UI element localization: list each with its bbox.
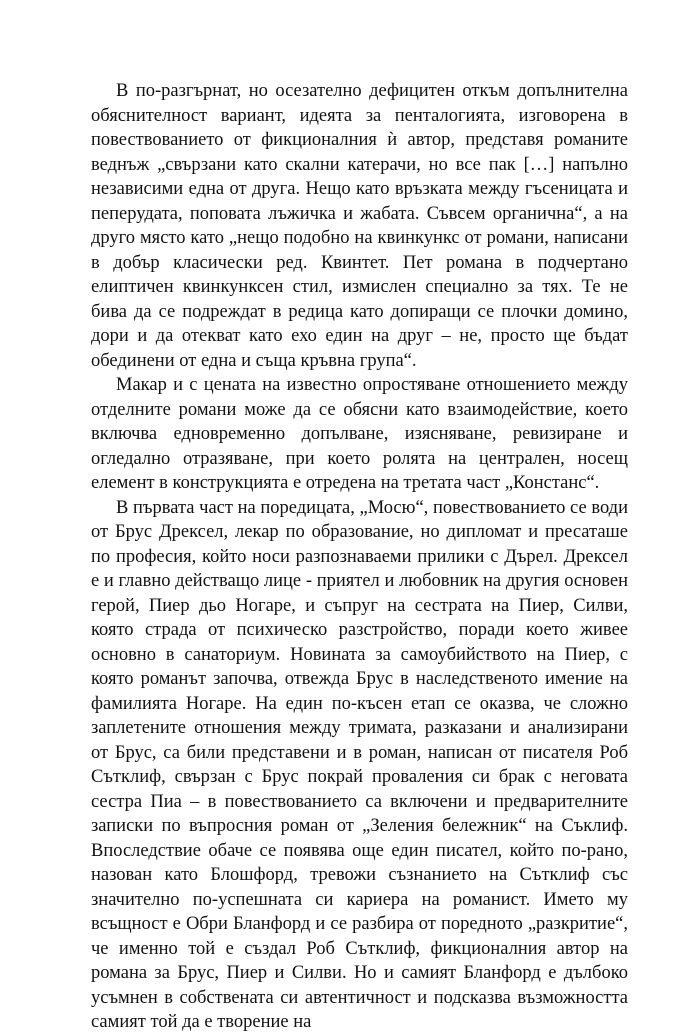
paragraph-3: В първата част на поредицата, „Мосю“, повествованието се води от Брус Дрексел, лекар по образование, но дипломат и пресаташе по професия, който носи разпознаваеми прилики с Дърел. Дрексел е и главно действащо лице - приятел и любовник на другия основен герой, Пиер дьо Ногаре, и съпруг на сестрата на Пиер, Силви, която страда от психическо разстройство, поради което живее основно в санаториум. Новината за самоубийството на Пиер, с която романът започва, отвежда Брус в наследственото имение на фамилията Ногаре. На един по-късен етап се оказва, че сложно заплетените отношения между тримата, разказани и анализирани от Брус, са били представени и в роман, написан от писателя Роб Сътклиф, свързан с Брус покрай проваления си брак с неговата сестра Пиа – в повествованието са включени и предварителните записки по въпросния роман от „Зеления бележник“ на Съклиф. Впоследствие обаче се появява още един писател, който по-рано, назован като Блошфорд, тревожи съзнанието на Сътклиф със значително по-успешната си кариера на романист. Името му всъщност е Обри Бланфорд и се разбира от поредното „разкритие“, че именно той е създал Роб Сътклиф, фикционалния автор на романа за Брус, Пиер и Силви. Но и самият Бланфорд е дълбоко усъмнен в собствената си автентичност и подсказва възможността самият той да е творение на (91, 497, 628, 1032)
paragraph-1: В по-разгърнат, но осезателно дефицитен откъм допълнителна обяснителност вариант, идеята за пенталогията, изговорена в повествованието от фикционалния ѝ автор, представя романите веднъж „свързани като скални катерачи, но все пак […] напълно независими една от друга. Нещо като връзката между гъсеницата и пеперудата, поповата лъжичка и жабата. Съвсем органична“, а на друго място като „нещо подобно на квинкункс от романи, написани в добър класически ред. Квинтет. Пет романа в подчертано елиптичен квинкунксен стил, измислен специално за тях. Те не бива да се подреждат в редица като допиращи се плочки домино, дори и да отекват като ехо един на друг – не, просто ще бъдат обединени от една и съща кръвна група“. (91, 81, 628, 371)
paragraph-2: Макар и с цената на известно опростяване отношението между отделните романи може да се обясни като взаимодействие, което включва едновременно допълване, изясняване, ревизиране и огледално отразяване, при което ролята на централен, носещ елемент в конструкцията е отредена на третата част „Констанс“. (91, 375, 628, 493)
